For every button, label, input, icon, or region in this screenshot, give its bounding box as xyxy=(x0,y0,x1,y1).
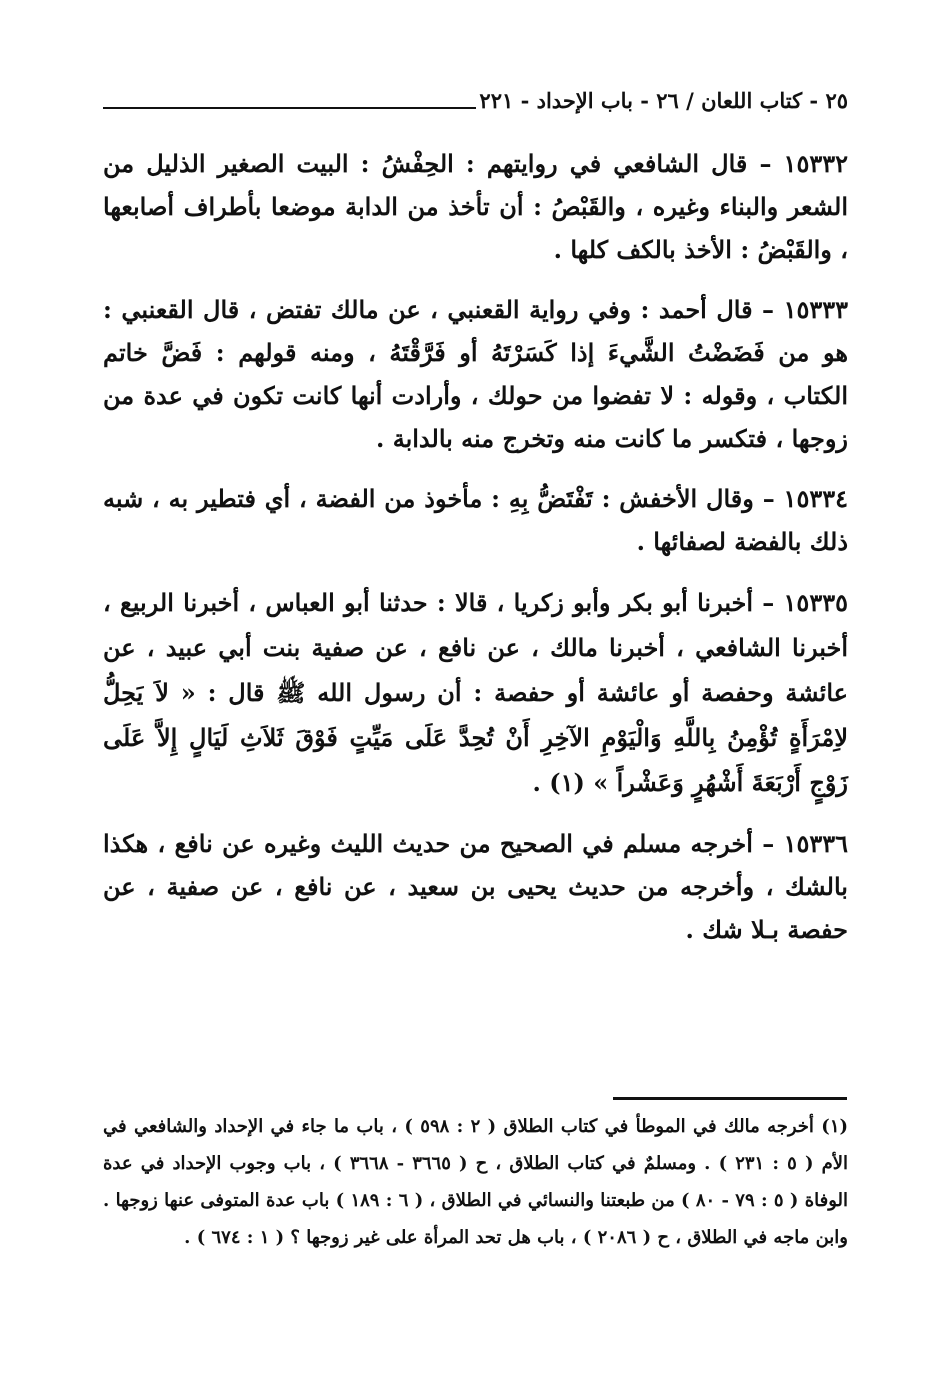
paragraph-text: أخرجه مسلم في الصحيح من حديث الليث وغيره عن نافع ، هكذا بالشك ، وأخرجه من حديث يحيى بن سعيد ، عن نافع ، عن صفية ، عن حفصة بـلا شك . xyxy=(103,829,848,944)
paragraph-number: ١٥٣٣٤ xyxy=(783,484,848,513)
paragraph-15336 xyxy=(103,822,848,951)
paragraph-text: قال أحمد : وفي رواية القعنبي ، عن مالك تفتض ، قال القعنبي : هو من فَضَضْتُ الشَّيءَ إذا كَسَرْتَهُ أو فَرَّقْتَهُ ، ومنه قولهم : فَضَّ خاتم الكتاب ، وقوله : لا تفضوا من حولك ، وأرادت أنها كانت تكون في عدة من زوجها ، فتكسر ما كانت منه وتخرج منه بالدابة . xyxy=(103,295,849,453)
paragraph-text: أخبرنا أبو بكر وأبو زكريا ، قالا : حدثنا أبو العباس ، أخبرنا الربيع ، أخبرنا الشافعي ، أخبرنا مالك ، عن نافع ، عن صفية بنت أبي عبيد ، عن عائشة وحفصة أو عائشة أو حفصة : أن رسول الله ﷺ قال : « لاَ يَحِلُّ لاِمْرَأَةٍ تُؤْمِنُ بِاللَّهِ وَالْيَوْمِ الآخِرِ أَنْ تُحِدَّ عَلَى مَيِّتٍ فَوْقَ ثَلاَثِ لَيَالٍ إِلاَّ عَلَى زَوْجٍ أَرْبَعَةَ أَشْهُرٍ وَعَشْراً » (١) . xyxy=(103,588,848,797)
paragraph-number: ١٥٣٣٢ xyxy=(783,149,848,178)
paragraph-dash: – xyxy=(752,829,775,858)
header-rule xyxy=(103,107,476,109)
paragraph-15333 xyxy=(103,288,848,460)
paragraph-dash: – xyxy=(747,149,772,178)
paragraph-text: وقال الأخفش : تَفْتَضُّ بِهِ : مأخوذ من الفضة ، أي فتطير به ، شبه ذلك بالفضة لصفائها . xyxy=(103,484,848,556)
main-text xyxy=(103,142,848,968)
paragraph-number: ١٥٣٣٦ xyxy=(783,829,849,858)
page-header xyxy=(103,88,848,120)
paragraph-15332 xyxy=(103,142,848,271)
paragraph-dash: – xyxy=(753,588,775,617)
running-title: ٢٥ - كتاب اللعان / ٢٦ - باب الإحداد - ٢٢١ xyxy=(479,88,848,113)
paragraph-text: قال الشافعي في روايتهم : الحِفْشُ : البيت الصغير الذليل من الشعر والبناء وغيره ، والقَبْصُ : أن تأخذ من الدابة موضعا بأطراف أصابعها ، والقَبْضُ : الأخذ بالكف كلها . xyxy=(103,149,848,264)
paragraph-dash: – xyxy=(752,295,775,324)
paragraph-15335 xyxy=(103,580,848,805)
footnote-rule xyxy=(613,1097,847,1100)
paragraph-number: ١٥٣٣٣ xyxy=(783,295,849,324)
paragraph-number: ١٥٣٣٥ xyxy=(783,588,848,617)
paragraph-dash: – xyxy=(753,484,775,513)
paragraph-15334 xyxy=(103,477,848,563)
footnote: (١) أخرجه مالك في الموطأ في كتاب الطلاق ( ٢ : ٥٩٨ ) ، باب ما جاء في الإحداد والشافعي في الأم ( ٥ : ٢٣١ ) . ومسلمٌ في كتاب الطلاق ، ح ( ٣٦٦٥ - ٣٦٦٨ ) ، باب وجوب الإحداد في عدة الوفاة ( ٥ : ٧٩ - ٨٠ ) من طبعتنا والنسائي في الطلاق ، ( ٦ : ١٨٩ ) باب عدة المتوفى عنها زوجها . وابن ماجه في الطلاق ، ح ( ٢٠٨٦ ) ، باب هل تحد المرأة على غير زوجها ؟ ( ١ : ٦٧٤ ) . xyxy=(103,1116,849,1248)
